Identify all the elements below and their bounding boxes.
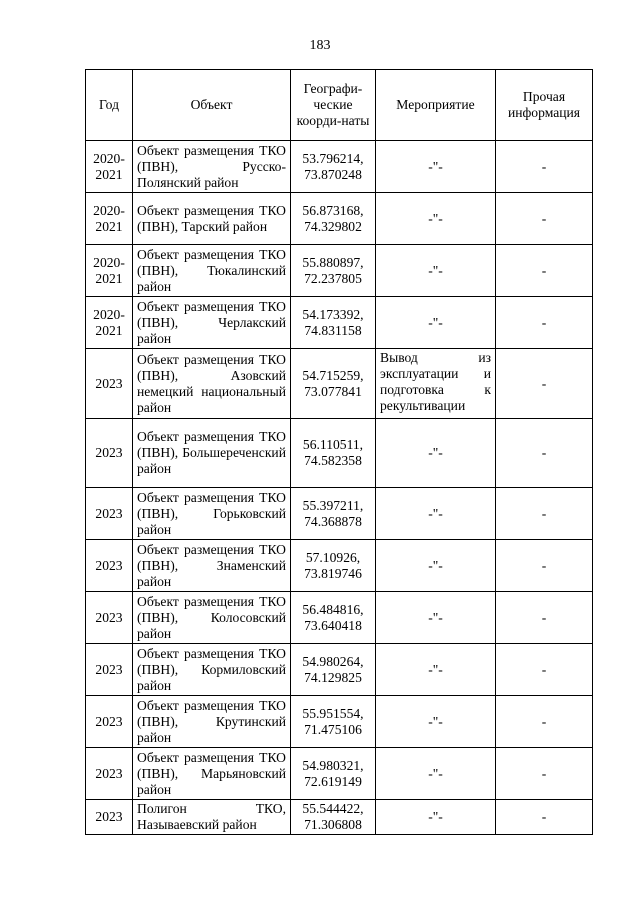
cell-event: -"- bbox=[376, 297, 496, 349]
cell-event: -"- bbox=[376, 193, 496, 245]
cell-object: Объект размещения ТКО (ПВН), Колосовский район bbox=[133, 592, 291, 644]
cell-event: -"- bbox=[376, 800, 496, 835]
header-object: Объект bbox=[133, 70, 291, 141]
cell-object: Объект размещения ТКО (ПВН), Черлакский район bbox=[133, 297, 291, 349]
cell-object: Объект размещения ТКО (ПВН), Горьковский район bbox=[133, 488, 291, 540]
cell-object: Полигон ТКО, Называевский район bbox=[133, 800, 291, 835]
cell-object: Объект размещения ТКО (ПВН), Кормиловский район bbox=[133, 644, 291, 696]
header-other: Прочая информация bbox=[496, 70, 593, 141]
cell-other: - bbox=[496, 141, 593, 193]
cell-other: - bbox=[496, 297, 593, 349]
cell-year: 2023 bbox=[86, 592, 133, 644]
cell-other: - bbox=[496, 800, 593, 835]
table-row bbox=[86, 419, 593, 488]
page-number: 183 bbox=[309, 38, 331, 53]
cell-event: -"- bbox=[376, 748, 496, 800]
cell-event: Вывод из эксплуатации и подготовка к рекультивации bbox=[376, 349, 496, 419]
cell-event: -"- bbox=[376, 644, 496, 696]
cell-coords: 55.951554, 71.475106 bbox=[291, 696, 376, 748]
cell-event: -"- bbox=[376, 245, 496, 297]
table-row bbox=[86, 193, 593, 245]
cell-year: 2023 bbox=[86, 800, 133, 835]
header-event: Мероприятие bbox=[376, 70, 496, 141]
cell-object: Объект размещения ТКО (ПВН), Тюкалинский район bbox=[133, 245, 291, 297]
header-coords: Географи-ческие коорди-наты bbox=[291, 70, 376, 141]
table-row bbox=[86, 800, 593, 835]
cell-coords: 53.796214, 73.870248 bbox=[291, 141, 376, 193]
table-row bbox=[86, 349, 593, 419]
cell-year: 2020-2021 bbox=[86, 245, 133, 297]
cell-coords: 55.397211, 74.368878 bbox=[291, 488, 376, 540]
cell-year: 2023 bbox=[86, 488, 133, 540]
table-row bbox=[86, 592, 593, 644]
cell-coords: 55.880897, 72.237805 bbox=[291, 245, 376, 297]
table-row bbox=[86, 540, 593, 592]
cell-year: 2023 bbox=[86, 349, 133, 419]
cell-event: -"- bbox=[376, 419, 496, 488]
cell-event: -"- bbox=[376, 696, 496, 748]
cell-year: 2023 bbox=[86, 419, 133, 488]
cell-object: Объект размещения ТКО (ПВН), Большереченский район bbox=[133, 419, 291, 488]
cell-other: - bbox=[496, 592, 593, 644]
cell-coords: 57.10926, 73.819746 bbox=[291, 540, 376, 592]
table-row bbox=[86, 141, 593, 193]
cell-other: - bbox=[496, 419, 593, 488]
cell-other: - bbox=[496, 349, 593, 419]
table-header-row bbox=[86, 70, 593, 141]
cell-coords: 55.544422, 71.306808 bbox=[291, 800, 376, 835]
cell-object: Объект размещения ТКО (ПВН), Крутинский район bbox=[133, 696, 291, 748]
cell-other: - bbox=[496, 488, 593, 540]
cell-other: - bbox=[496, 245, 593, 297]
cell-event: -"- bbox=[376, 592, 496, 644]
cell-coords: 56.110511, 74.582358 bbox=[291, 419, 376, 488]
cell-year: 2023 bbox=[86, 540, 133, 592]
cell-event: -"- bbox=[376, 488, 496, 540]
cell-other: - bbox=[496, 696, 593, 748]
cell-year: 2020-2021 bbox=[86, 297, 133, 349]
cell-other: - bbox=[496, 193, 593, 245]
cell-coords: 54.173392, 74.831158 bbox=[291, 297, 376, 349]
table-row bbox=[86, 245, 593, 297]
cell-coords: 54.715259, 73.077841 bbox=[291, 349, 376, 419]
cell-coords: 56.484816, 73.640418 bbox=[291, 592, 376, 644]
cell-event: -"- bbox=[376, 141, 496, 193]
cell-other: - bbox=[496, 748, 593, 800]
header-year: Год bbox=[86, 70, 133, 141]
cell-year: 2023 bbox=[86, 696, 133, 748]
cell-object: Объект размещения ТКО (ПВН), Знаменский район bbox=[133, 540, 291, 592]
table-row bbox=[86, 696, 593, 748]
cell-other: - bbox=[496, 644, 593, 696]
table-row bbox=[86, 748, 593, 800]
table-row bbox=[86, 644, 593, 696]
cell-year: 2020-2021 bbox=[86, 193, 133, 245]
table-row bbox=[86, 297, 593, 349]
cell-object: Объект размещения ТКО (ПВН), Русско-Полянский район bbox=[133, 141, 291, 193]
cell-object: Объект размещения ТКО (ПВН), Тарский район bbox=[133, 193, 291, 245]
waste-objects-table bbox=[85, 69, 593, 835]
cell-coords: 54.980264, 74.129825 bbox=[291, 644, 376, 696]
cell-year: 2020-2021 bbox=[86, 141, 133, 193]
cell-event: -"- bbox=[376, 540, 496, 592]
table-row bbox=[86, 488, 593, 540]
cell-coords: 56.873168, 74.329802 bbox=[291, 193, 376, 245]
cell-coords: 54.980321, 72.619149 bbox=[291, 748, 376, 800]
cell-object: Объект размещения ТКО (ПВН), Азовский немецкий национальный район bbox=[133, 349, 291, 419]
cell-object: Объект размещения ТКО (ПВН), Марьяновский район bbox=[133, 748, 291, 800]
cell-year: 2023 bbox=[86, 644, 133, 696]
cell-year: 2023 bbox=[86, 748, 133, 800]
cell-other: - bbox=[496, 540, 593, 592]
